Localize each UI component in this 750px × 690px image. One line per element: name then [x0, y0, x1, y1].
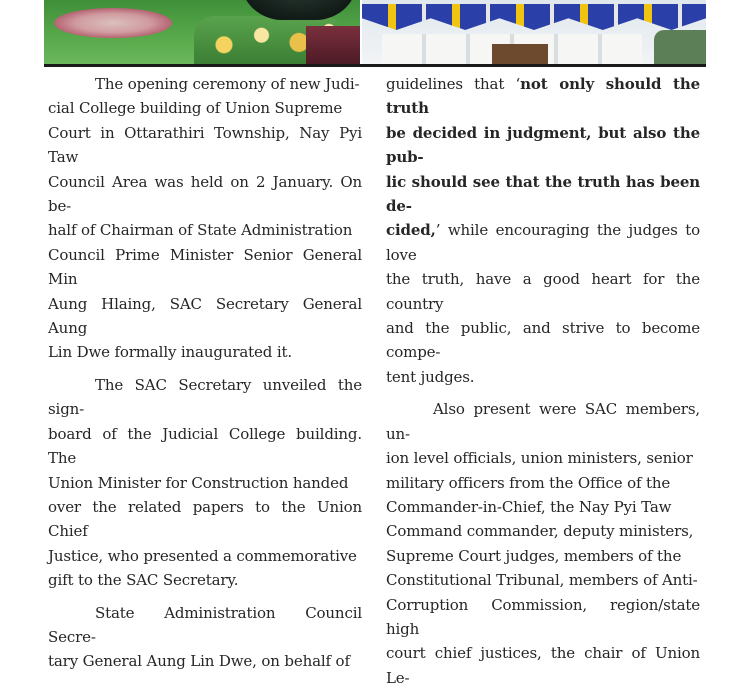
- building-photo: [362, 0, 706, 64]
- paragraph-attendees: Also present were SAC members, un- ion level officials, union ministers, senior military officers from the Office of the Commander-in-Chief, the Nay Pyi Taw Command commander, deputy ministers, Supreme Court judges, members of the Constitutional Tribunal, members of Anti- Corruption Commission, region/state high court chief justices, the chair of Union Le-: [386, 400, 700, 687]
- tree: [654, 30, 706, 64]
- paragraph-signboard: The SAC Secretary unveiled the sign- board of the Judicial College building. The Union Minister for Construction handed over the related papers to the Union Chief Justice, who presented a commemorative gift to the SAC Secretary.: [48, 375, 362, 590]
- red-carpet: [306, 26, 360, 64]
- building-entrance: [492, 44, 548, 64]
- paragraph-speech: State Administration Council Secre- tary General Aung Lin Dwe, on behalf of: [48, 603, 362, 671]
- quote-bold: not only should the truth: [386, 75, 700, 118]
- flower-wreath: [54, 8, 172, 38]
- quote-bold: cided,: [386, 221, 436, 240]
- quote-bold: lic should see that the truth has been de-: [386, 172, 700, 216]
- paragraph-ceremony: The opening ceremony of new Judi- cial College building of Union Supreme Court in Ottarathiri Township, Nay Pyi Taw Council Area was held on 2 January. On be- half of Chairman of State Administration Council Prime Minister Senior General Min Aung Hlaing, SAC Secretary General Aung Lin Dwe formally inaugurated it.: [48, 75, 362, 362]
- right-text-column: [386, 72, 700, 690]
- paragraph-guidelines: guidelines that ‘not only should the truth be decided in judgment, but also the pub- lic should see that the truth has been de- cided,’ while encouraging the judges to love the truth, have a good heart for the country and the public, and strive to become compe- tent judges.: [386, 75, 700, 386]
- ceremony-photo-strip: [44, 0, 706, 67]
- bunting-decoration: [362, 4, 706, 30]
- ceremony-photo: [44, 0, 360, 64]
- left-text-column: [48, 72, 362, 674]
- quote-bold: be decided in judgment, but also the pub-: [386, 123, 700, 167]
